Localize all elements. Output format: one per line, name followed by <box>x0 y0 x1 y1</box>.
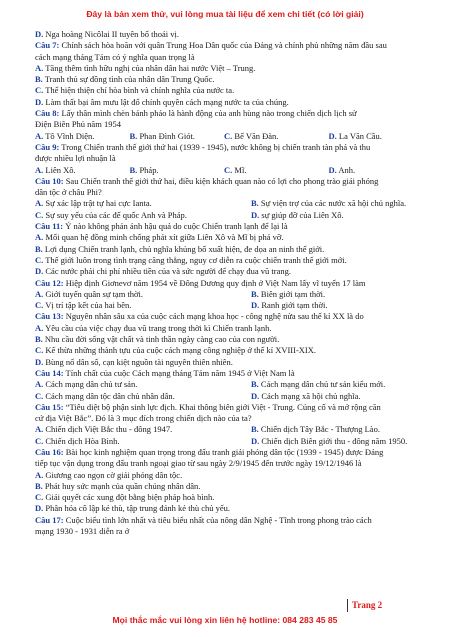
option-text: La Văn Cầu. <box>336 130 382 141</box>
question-text: Ý nào không phản ánh hậu quả do cuộc Chiến tranh lạnh để lại là <box>63 221 288 232</box>
question-text: cứ địa Việt Bắc”. Đó là 3 mục đích trong chiến dịch nào của ta? <box>35 413 252 424</box>
answer-option <box>251 379 385 390</box>
option-letter: B. <box>251 288 259 299</box>
option-text: Liên Xô. <box>43 164 76 175</box>
option-text: Pháp. <box>137 164 159 175</box>
answer-option <box>329 165 424 176</box>
option-text: Biên giới tạm thời. <box>258 288 326 299</box>
answer-option <box>35 334 423 345</box>
option-text: Mĩ. <box>232 164 247 175</box>
option-text: Phân hóa cô lập kẻ thù, tập trung đánh kẻ thù chủ yếu. <box>43 503 230 514</box>
option-text: Thế giới luôn trong tình trạng căng thẳng, nguy cơ diễn ra cuộc chiến tranh thế giới mới. <box>43 254 347 265</box>
answer-option <box>35 323 423 334</box>
question-line <box>35 40 423 51</box>
option-letter: D. <box>328 130 337 141</box>
question-label: Câu 11: <box>35 221 64 232</box>
answer-option <box>251 198 406 209</box>
question-text: Lấy thân mình chèn bánh pháo là hành động của anh hùng nào trong chiến dịch lịch sử <box>59 108 357 119</box>
option-letter: C. <box>224 164 233 175</box>
option-letter: A. <box>35 62 44 73</box>
answer-option <box>35 29 423 40</box>
question-text: Nguyên nhân sâu xa của cuộc cách mạng khoa học - công nghệ nửa sau thế kỉ XX là do <box>63 311 364 322</box>
answer-option <box>35 74 423 85</box>
question-text: Trong Chiến tranh thế giới thứ hai (1939 - 1945), nước không bị chiến tranh tàn phá và thu <box>59 141 371 152</box>
option-letter: B. <box>129 130 138 141</box>
option-text: Thể hiện thiện chí hòa bình và chính nghĩa của nước ta. <box>43 85 235 96</box>
answer-option <box>35 391 251 402</box>
answer-options-row <box>35 300 423 311</box>
question-text-continued <box>35 119 423 130</box>
question-text: Sau Chiến tranh thế giới thứ hai, điều kiện khách quan nào có lợi cho phong trào giải phóng <box>63 175 379 186</box>
answer-option <box>251 300 328 311</box>
option-letter: D. <box>35 29 44 39</box>
option-text: Giới tuyến quân sự tạm thời. <box>43 288 144 299</box>
option-text: Chiến dịch Việt Bắc thu - đông 1947. <box>43 424 173 435</box>
question-text-continued <box>35 187 423 198</box>
answer-option <box>35 165 130 176</box>
answer-option <box>35 198 251 209</box>
question-label: Câu 7: <box>35 40 60 51</box>
answer-option <box>130 131 225 142</box>
option-text: Sự xác lập trật tự hai cực Ianta. <box>43 198 152 209</box>
answer-options-row <box>35 289 423 300</box>
option-letter: D. <box>35 503 44 514</box>
option-letter: A. <box>35 232 44 243</box>
question-label: Câu 13: <box>35 311 64 322</box>
option-letter: A. <box>35 379 44 390</box>
answer-options-row <box>35 165 423 176</box>
option-text: Bùng nổ dân số, cạn kiệt nguồn tài nguyên thiên nhiên. <box>43 356 233 367</box>
option-letter: C. <box>35 345 44 356</box>
answer-options-row <box>35 198 423 209</box>
question-label: Câu 10: <box>35 175 64 186</box>
answer-options-row <box>35 391 423 402</box>
option-text: Bế Văn Đàn. <box>232 130 279 141</box>
option-text: Giương cao ngọn cờ giải phóng dân tộc. <box>43 469 183 480</box>
option-text: Tô Vĩnh Diện. <box>43 130 95 141</box>
option-letter: C. <box>35 390 44 401</box>
option-letter: C. <box>35 492 44 503</box>
answer-option <box>35 85 423 96</box>
page-number: Trang 2 <box>352 600 383 610</box>
question-text-continued <box>35 413 423 424</box>
answer-option <box>35 503 423 514</box>
answer-option <box>35 266 423 277</box>
question-text: Điện Biên Phủ năm 1954 <box>35 119 121 130</box>
question-text: Chính sách hòa hoãn với quân Trung Hoa Dân quốc của Đảng và chính phủ những năm đầu sau <box>59 40 387 51</box>
question-text: mạng 1930 - 1931 diễn ra ở <box>35 526 130 537</box>
document-body <box>35 29 423 537</box>
question-label: Câu 16: <box>35 446 64 457</box>
option-letter: B. <box>251 198 259 209</box>
question-text: Tính chất của cuộc Cách mạng tháng Tám năm 1945 ở Việt Nam là <box>63 367 295 378</box>
footer-divider <box>347 599 348 612</box>
option-text: Cách mạng dân tộc dân chủ nhân dân. <box>43 390 175 401</box>
answer-options-row <box>35 210 423 221</box>
option-letter: B. <box>35 334 43 345</box>
option-letter: A. <box>35 424 44 435</box>
question-line <box>35 142 423 153</box>
option-text: Chiến dịch Biên giới thu - đông năm 1950. <box>259 435 408 446</box>
answer-option <box>35 357 423 368</box>
answer-options-row <box>35 424 423 435</box>
option-letter: A. <box>35 130 44 141</box>
option-letter: C. <box>35 85 44 96</box>
hotline-footer: Mọi thắc mắc vui lòng xin liên hệ hotline: 084 283 45 85 <box>112 615 338 625</box>
question-line <box>35 515 423 526</box>
answer-option <box>35 481 423 492</box>
answer-option <box>224 131 328 142</box>
option-text: Ranh giới tạm thời. <box>259 300 328 311</box>
answer-option <box>35 492 423 503</box>
option-text: Lợi dụng Chiến tranh lạnh, chủ nghĩa khủng bố xuất hiện, đe dọa an ninh thế giới. <box>42 243 325 254</box>
option-text: Phát huy sức mạnh của quần chúng nhân dân. <box>42 480 201 491</box>
answer-option <box>251 210 344 221</box>
answer-option <box>35 131 130 142</box>
option-letter: B. <box>129 164 138 175</box>
option-letter: C. <box>35 300 44 311</box>
question-line <box>35 368 423 379</box>
question-line <box>35 278 423 289</box>
preview-banner: Đây là bản xem thử, vui lòng mua tài liệu để xem chi tiết (có lời giải) <box>86 9 364 19</box>
answer-option <box>35 379 251 390</box>
answer-option <box>35 289 251 300</box>
answer-options-row <box>35 131 423 142</box>
question-line <box>35 311 423 322</box>
question-text: Hiệp định Giơnevơ năm 1954 về Đông Dương quy định ở Việt Nam lấy vĩ tuyến 17 làm <box>63 277 366 288</box>
question-line <box>35 108 423 119</box>
answer-option <box>251 289 325 300</box>
option-letter: A. <box>35 469 44 480</box>
option-text: Chiến dịch Tây Bắc - Thượng Lào. <box>258 424 380 435</box>
option-letter: B. <box>251 379 259 390</box>
answer-option <box>35 345 423 356</box>
question-text: Bài học kinh nghiệm quan trọng trong đấu tranh giải phóng dân tộc (1939 - 1945) được Đảng <box>63 446 384 457</box>
question-text-continued <box>35 153 423 164</box>
option-text: Vị trí tập kết của hai bên. <box>43 300 132 311</box>
option-letter: A. <box>35 288 44 299</box>
question-line <box>35 402 423 413</box>
answer-option <box>251 424 380 435</box>
option-letter: D. <box>251 209 260 220</box>
option-letter: B. <box>35 243 43 254</box>
question-text: tiếp tục vận dụng trong đấu tranh ngoại giao từ sau ngày 2/9/1945 đến trước ngày 19/12/1946 là <box>35 458 362 469</box>
option-text: Mối quan hệ đồng minh chống phát xít giữa Liên Xô và Mĩ bị phá vỡ. <box>43 232 284 243</box>
question-text: dân tộc ở châu Phi? <box>35 187 102 198</box>
option-letter: B. <box>35 74 43 85</box>
question-text: Cuộc biểu tình lớn nhất và tiêu biểu nhất của nông dân Nghệ - Tĩnh trong phong trào cách <box>63 514 372 525</box>
question-label: Câu 14: <box>35 367 64 378</box>
option-text: sự giúp đỡ của Liên Xô. <box>259 209 344 220</box>
question-text-continued <box>35 52 423 63</box>
option-letter: D. <box>251 300 260 311</box>
answer-option <box>35 244 423 255</box>
answer-option <box>35 436 251 447</box>
answer-options-row <box>35 379 423 390</box>
option-letter: B. <box>251 424 259 435</box>
option-letter: C. <box>35 435 44 446</box>
question-text: được nhiều lợi nhuận là <box>35 153 116 164</box>
answer-options-row <box>35 436 423 447</box>
question-line <box>35 221 423 232</box>
answer-option <box>35 300 251 311</box>
question-label: Câu 9: <box>35 141 60 152</box>
option-text: Tranh thủ sự đồng tình của nhân dân Trung Quốc. <box>42 74 215 85</box>
option-letter: D. <box>35 96 44 107</box>
question-text: “Tiêu diệt bộ phận sinh lực địch. Khai thông biên giới Việt - Trung. Củng cố và mở rộng căn <box>63 401 381 412</box>
question-line <box>35 176 423 187</box>
answer-option <box>35 255 423 266</box>
answer-option <box>35 232 423 243</box>
option-text: Chiến dịch Hòa Bình. <box>43 435 120 446</box>
option-text: Các nước phải chi phí nhiều tiền của và sức người để chạy đua vũ trang. <box>43 266 292 277</box>
option-text: Cách mạng dân chủ tư sản. <box>43 379 138 390</box>
option-letter: D. <box>35 266 44 277</box>
option-letter: C. <box>224 130 233 141</box>
answer-option <box>35 97 423 108</box>
answer-option <box>329 131 424 142</box>
question-line <box>35 447 423 458</box>
option-text: Làm thất bại âm mưu lật đổ chính quyền cách mạng nước ta của chúng. <box>43 96 289 107</box>
question-text: cách mạng tháng Tám có ý nghĩa quan trọng là <box>35 51 195 62</box>
answer-option <box>35 63 423 74</box>
answer-option <box>35 210 251 221</box>
option-letter: B. <box>35 480 43 491</box>
answer-option <box>224 165 328 176</box>
option-letter: D. <box>251 390 260 401</box>
option-text: Sự suy yếu của các đế quốc Anh và Pháp. <box>43 209 187 220</box>
question-label: Câu 17: <box>35 514 64 525</box>
question-label: Câu 15: <box>35 401 64 412</box>
option-text: Sự viện trợ của các nước xã hội chủ nghĩa. <box>258 198 407 209</box>
option-letter: A. <box>35 322 44 333</box>
option-letter: C. <box>35 209 44 220</box>
answer-option <box>35 470 423 481</box>
question-label: Câu 12: <box>35 277 64 288</box>
option-text: Nhu cầu đời sống vật chất và tinh thần ngày càng cao của con người. <box>42 334 280 345</box>
option-letter: D. <box>251 435 260 446</box>
option-text: Phan Đình Giót. <box>137 130 195 141</box>
option-text: Yêu cầu của việc chạy đua vũ trang trong thời kì Chiến tranh lạnh. <box>43 322 272 333</box>
option-text: Giải quyết các xung đột bằng biện pháp hoà bình. <box>43 492 215 503</box>
option-letter: C. <box>35 254 44 265</box>
question-text-continued <box>35 458 423 469</box>
option-letter: D. <box>35 356 44 367</box>
answer-option <box>251 436 407 447</box>
question-label: Câu 8: <box>35 108 60 119</box>
option-letter: A. <box>35 198 44 209</box>
option-text: Anh. <box>336 164 356 175</box>
option-text: Cách mạng xã hội chủ nghĩa. <box>259 390 361 401</box>
answer-option <box>251 391 361 402</box>
option-letter: D. <box>328 164 337 175</box>
answer-option <box>35 424 251 435</box>
answer-option <box>130 165 225 176</box>
option-text: Tăng thêm tình hữu nghị của nhân dân hai nước Việt – Trung. <box>43 62 256 73</box>
option-letter: A. <box>35 164 44 175</box>
option-text: Cách mạng dân chủ tư sản kiểu mới. <box>258 379 386 390</box>
option-text: Nga hoàng Nicôlai II tuyên bố thoái vị. <box>43 29 179 39</box>
question-text-continued <box>35 526 423 537</box>
option-text: Kế thừa những thành tựu của cuộc cách mạng công nghiệp ở thế kỉ XVIII-XIX. <box>43 345 317 356</box>
